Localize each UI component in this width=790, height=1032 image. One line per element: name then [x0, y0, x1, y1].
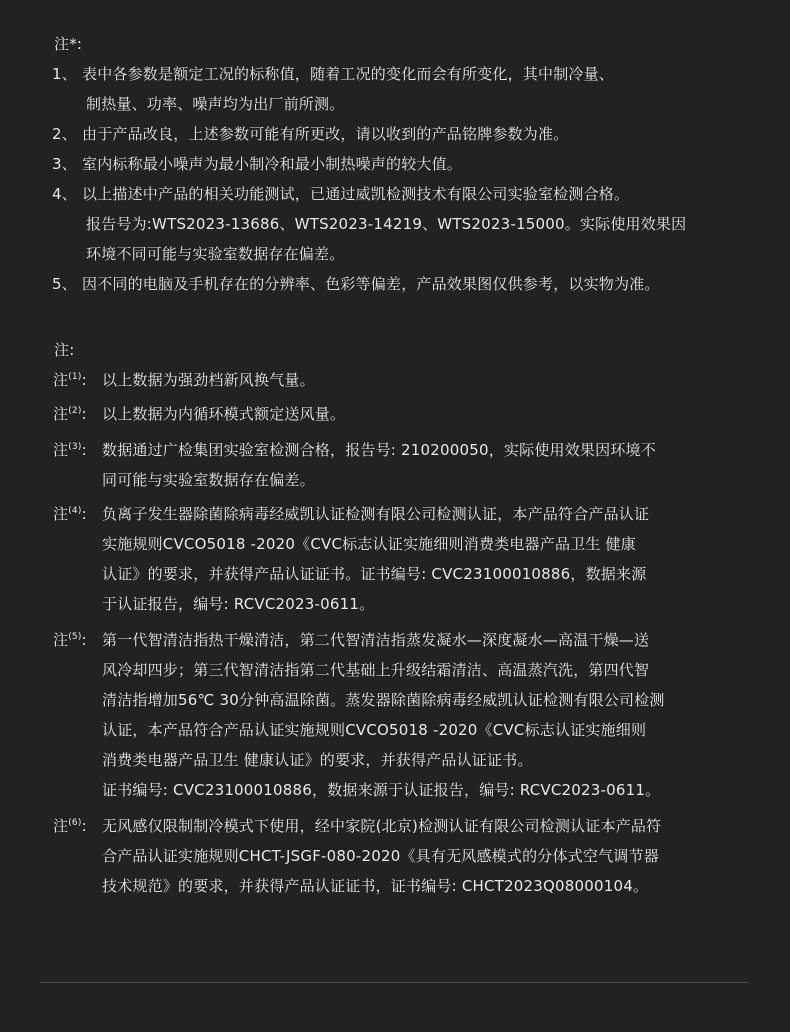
note-label	[53, 440, 87, 460]
item-text-line: 室内标称最小噪声为最小制冷和最小制热噪声的较大值。	[82, 155, 463, 173]
note-label-text: 注	[53, 631, 69, 649]
section2-heading: 注:	[54, 341, 75, 359]
note-label-text: 注	[53, 371, 69, 389]
item-text-line: 由于产品改良，上述参数可能有所更改，请以收到的产品铭牌参数为准。	[82, 125, 569, 143]
note-mark: (2)	[68, 406, 82, 416]
item-number: 5、	[52, 275, 77, 293]
note-text-line: 风冷却四步；第三代智清洁指第二代基础上升级结霜清洁、高温蒸汽洗，第四代智	[102, 661, 650, 679]
note-text-line: 合产品认证实施规则CHCT-JSGF-080-2020《具有无风感模式的分体式空气调节器	[102, 847, 659, 865]
note-colon: :	[81, 371, 87, 389]
note-colon: :	[81, 817, 87, 835]
note-mark: (6)	[68, 818, 82, 828]
note-colon: :	[81, 505, 87, 523]
item-text-line: 因不同的电脑及手机存在的分辨率、色彩等偏差，产品效果图仅供参考，以实物为准。	[82, 275, 660, 293]
note-label	[53, 370, 87, 390]
note-label-text: 注	[53, 817, 69, 835]
note-text-line: 清洁指增加56℃ 30分钟高温除菌。蒸发器除菌除病毒经威凯认证检测有限公司检测	[102, 691, 665, 709]
note-text-line: 无风感仅限制制冷模式下使用，经中家院(北京)检测认证有限公司检测认证本产品符	[102, 817, 662, 835]
note-text-line: 于认证报告，编号: RCVC2023-0611。	[102, 595, 375, 613]
note-label-text: 注	[53, 405, 69, 423]
note-label	[53, 816, 87, 836]
item-text-line: 制热量、功率、噪声均为出厂前所测。	[86, 95, 345, 113]
note-text-line: 第一代智清洁指热干燥清洁，第二代智清洁指蒸发凝水—深度凝水—高温干燥—送	[102, 631, 650, 649]
note-text-line: 认证》的要求，并获得产品认证证书。证书编号: CVC23100010886，数据来源	[102, 565, 647, 583]
note-mark: (1)	[68, 372, 82, 382]
note-text-line: 技术规范》的要求，并获得产品认证证书，证书编号: CHCT2023Q08000104。	[102, 877, 649, 895]
note-mark: (5)	[68, 632, 82, 642]
note-text-line: 认证，本产品符合产品认证实施规则CVCO5018 -2020《CVC标志认证实施细则	[102, 721, 647, 739]
note-mark: (4)	[68, 506, 82, 516]
note-mark: (3)	[68, 442, 82, 452]
note-label-text: 注	[53, 505, 69, 523]
note-text-line: 同可能与实验室数据存在偏差。	[102, 471, 315, 489]
item-text-line: 报告号为:WTS2023-13686、WTS2023-14219、WTS2023-15000。实际使用效果因	[86, 215, 687, 233]
note-colon: :	[81, 441, 87, 459]
note-label	[53, 404, 87, 424]
note-label	[53, 504, 87, 524]
note-text-line: 以上数据为内循环模式额定送风量。	[102, 405, 346, 423]
note-text-line: 实施规则CVCO5018 -2020《CVC标志认证实施细则消费类电器产品卫生 健康	[102, 535, 636, 553]
item-number: 1、	[52, 65, 77, 83]
item-text-line: 表中各参数是额定工况的标称值，随着工况的变化而会有所变化，其中制冷量、	[82, 65, 615, 83]
item-number: 3、	[52, 155, 77, 173]
item-text-line: 环境不同可能与实验室数据存在偏差。	[86, 245, 345, 263]
note-text-line: 消费类电器产品卫生 健康认证》的要求，并获得产品认证证书。	[102, 751, 533, 769]
item-number: 2、	[52, 125, 77, 143]
item-text-line: 以上描述中产品的相关功能测试，已通过威凯检测技术有限公司实验室检测合格。	[82, 185, 630, 203]
note-text-line: 数据通过广检集团实验室检测合格，报告号: 210200050，实际使用效果因环境不	[102, 441, 656, 459]
note-text-line: 负离子发生器除菌除病毒经威凯认证检测有限公司检测认证，本产品符合产品认证	[102, 505, 650, 523]
section1-heading: 注*:	[54, 35, 83, 53]
footer-divider	[40, 982, 748, 983]
note-text-line: 证书编号: CVC23100010886，数据来源于认证报告，编号: RCVC2023-0611。	[102, 781, 661, 799]
item-number: 4、	[52, 185, 77, 203]
note-colon: :	[81, 405, 87, 423]
note-label-text: 注	[53, 441, 69, 459]
note-colon: :	[81, 631, 87, 649]
note-label	[53, 630, 87, 650]
note-text-line: 以上数据为强劲档新风换气量。	[102, 371, 315, 389]
